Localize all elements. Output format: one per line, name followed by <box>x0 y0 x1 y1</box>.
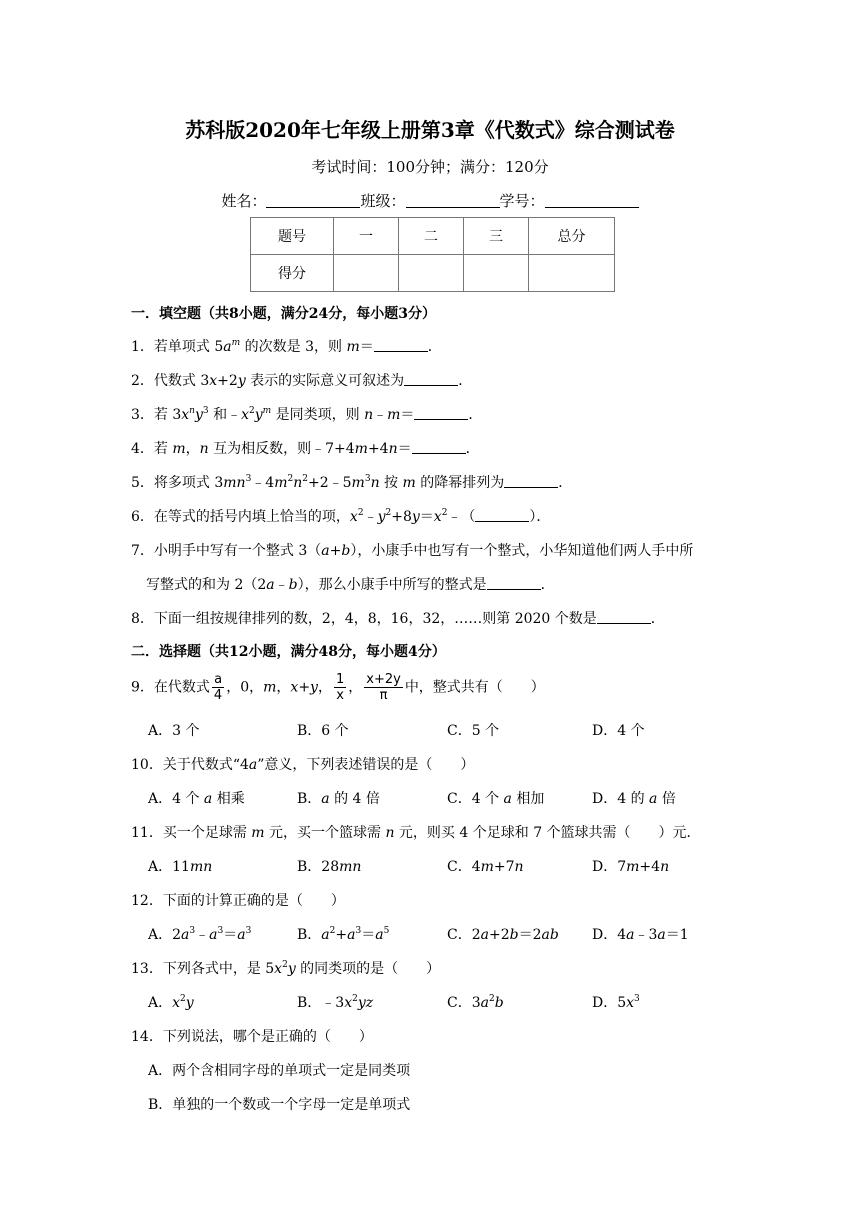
score-cell[interactable] <box>529 255 615 292</box>
question-12: 12．下面的计算正确的是（ ） <box>131 893 345 909</box>
score-table <box>250 217 615 292</box>
answer-blank[interactable] <box>475 509 529 522</box>
id-label: 学号： <box>499 192 545 210</box>
score-row-label: 得分 <box>251 255 334 292</box>
class-label: 班级： <box>360 192 406 210</box>
score-header-row <box>251 218 615 255</box>
id-blank[interactable] <box>545 193 639 208</box>
option-d[interactable]: D．4 个 <box>592 723 645 739</box>
option-b[interactable]: B．$﹣3x^2yz$ <box>297 994 374 1011</box>
question-11: 11．买一个足球需 m 元，买一个篮球需 n 元，则买 4 个足球和 7 个篮球共需（ ）元． <box>131 825 701 841</box>
option-c[interactable]: C．5 个 <box>447 723 500 739</box>
score-cell[interactable] <box>334 255 399 292</box>
option-d[interactable]: D．4a﹣3a＝1 <box>592 927 689 943</box>
score-cell[interactable] <box>399 255 464 292</box>
option-d[interactable]: D．7m+4n <box>592 859 670 875</box>
question-4: 4．若 m，n 互为相反数，则﹣7+4m+4n＝ ． <box>131 441 480 457</box>
answer-blank[interactable] <box>412 441 466 454</box>
score-header-cell: 三 <box>464 218 529 255</box>
option-b[interactable]: B．6 个 <box>297 723 349 739</box>
name-blank[interactable] <box>266 193 360 208</box>
question-7-line-2: 写整式的和为 2（2a﹣b），那么小康手中所写的整式是 ． <box>146 577 555 593</box>
option-a[interactable]: A．3 个 <box>148 723 200 739</box>
question-13: 13．下列各式中，是 $5x^2y$ 的同类项的是（ ） <box>131 960 441 977</box>
option-a[interactable]: A．$x^2y$ <box>148 994 194 1011</box>
option-a[interactable]: A．两个含相同字母的单项式一定是同类项 <box>148 1063 411 1079</box>
score-value-row <box>251 255 615 292</box>
option-a[interactable]: A．$2a^3﹣a^3=a^3$ <box>148 926 252 943</box>
class-blank[interactable] <box>406 193 500 208</box>
answer-blank[interactable] <box>414 407 468 420</box>
question-9: 9．在代数式 $\frac{a}{4}$ ，0，m，x+y， $\frac{1}{x}$ ， $\frac{x+2y}{\pi}$ 中，整式共有（ ） <box>131 672 545 703</box>
question-10: 10．关于代数式“4a”意义，下列表述错误的是（ ） <box>131 757 475 773</box>
option-b[interactable]: B．$a^2+a^3=a^5$ <box>297 926 390 943</box>
score-header-cell: 二 <box>399 218 464 255</box>
option-d[interactable]: D．$5x^3$ <box>592 994 640 1011</box>
fraction: $\frac{a}{4}$ <box>213 672 223 703</box>
exam-subtitle: 考试时间：100分钟；满分：120分 <box>311 158 549 176</box>
answer-blank[interactable] <box>487 577 541 590</box>
score-header-cell: 总分 <box>529 218 615 255</box>
option-a[interactable]: A．11mn <box>148 859 213 875</box>
answer-blank[interactable] <box>374 339 428 352</box>
section-heading-multiple-choice: 二．选择题（共12小题，满分48分，每小题4分） <box>131 644 446 660</box>
fraction: $\frac{x+2y}{\pi}$ <box>366 672 401 703</box>
option-b[interactable]: B．28mn <box>297 859 362 875</box>
section-heading-fill-in: 一．填空题（共8小题，满分24分，每小题3分） <box>131 306 436 322</box>
question-6: 6．在等式的括号内填上恰当的项，$x^2﹣y^2+8y=x^2﹣$（ ）． <box>131 508 551 525</box>
option-a[interactable]: A．4 个 a 相乘 <box>148 791 245 807</box>
student-info-line <box>0 190 860 211</box>
question-1: 1．若单项式 $5a^m$ 的次数是 3，则 m＝ ． <box>131 338 442 355</box>
question-2: 2．代数式 3x+2y 表示的实际意义可叙述为 ． <box>131 373 473 389</box>
name-label: 姓名： <box>221 192 267 210</box>
option-b[interactable]: B．单独的一个数或一个字母一定是单项式 <box>148 1097 411 1113</box>
question-7-line-1: 7．小明手中写有一个整式 3（a+b），小康手中也写有一个整式，小华知道他们两人手中所 <box>131 543 694 559</box>
option-d[interactable]: D．4 的 a 倍 <box>592 791 676 807</box>
option-c[interactable]: C．$3a^2b$ <box>447 994 504 1011</box>
answer-blank[interactable] <box>597 611 651 624</box>
answer-blank[interactable] <box>504 475 558 488</box>
option-c[interactable]: C．4m+7n <box>447 859 524 875</box>
option-c[interactable]: C．4 个 a 相加 <box>447 791 545 807</box>
score-cell[interactable] <box>464 255 529 292</box>
option-c[interactable]: C．2a+2b＝2ab <box>447 927 559 943</box>
question-14: 14．下列说法，哪个是正确的（ ） <box>131 1029 373 1045</box>
score-header-cell: 题号 <box>251 218 334 255</box>
question-5: 5．将多项式 $3mn^3﹣4m^2n^2+2﹣5m^3n$ 按 m 的降幂排列为 ． <box>131 474 573 491</box>
score-header-cell: 一 <box>334 218 399 255</box>
option-b[interactable]: B．a 的 4 倍 <box>297 791 380 807</box>
question-3: 3．若 $3x^ny^3$ 和$﹣x^2y^m$ 是同类项，则 n﹣m＝ ． <box>131 406 483 423</box>
answer-blank[interactable] <box>404 373 458 386</box>
question-8: 8．下面一组按规律排列的数，2，4，8，16，32，……则第 2020 个数是 ． <box>131 611 665 627</box>
fraction: $\frac{1}{x}$ <box>335 672 345 703</box>
page-title: 苏科版2020年七年级上册第3章《代数式》综合测试卷 <box>185 118 675 142</box>
